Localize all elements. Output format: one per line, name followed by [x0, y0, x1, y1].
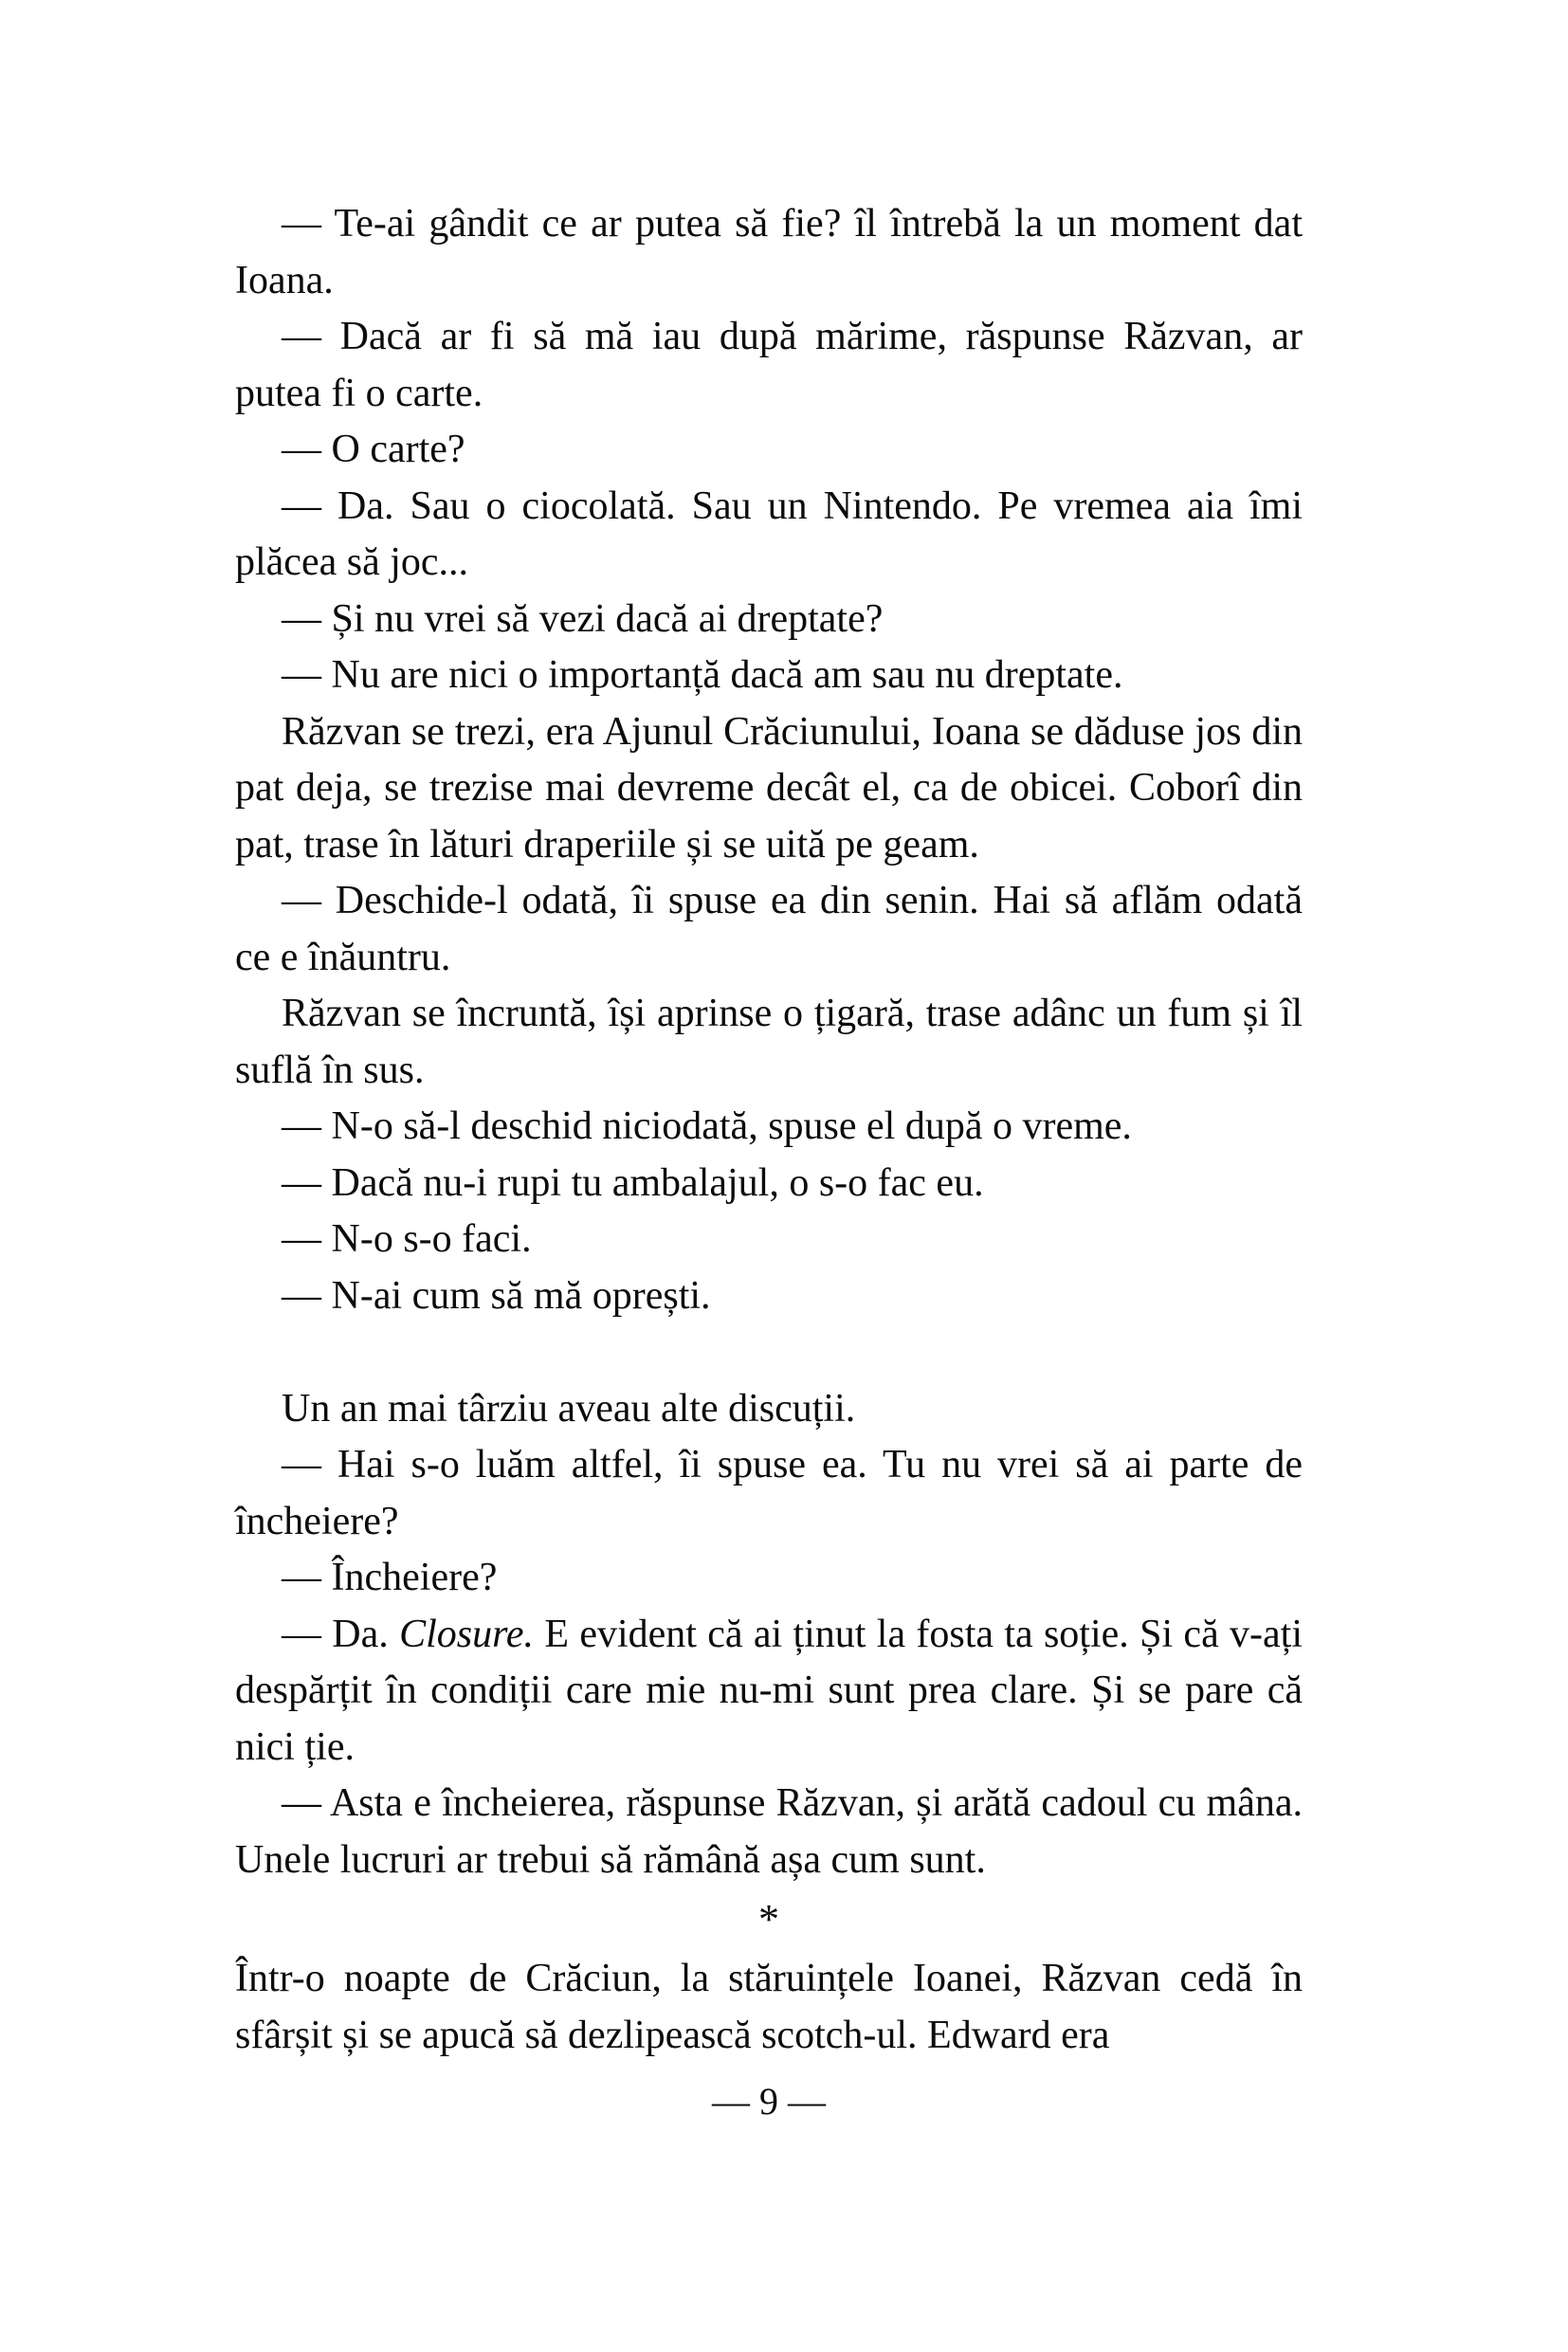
text-segment: — Și nu vrei să vezi dacă ai dreptate? [282, 596, 884, 641]
text-segment: — Nu are nici o importanță dacă am sau nu dreptate. [282, 653, 1123, 697]
paragraph-prose [235, 986, 1303, 1099]
paragraph-prose [235, 1381, 1303, 1438]
text-segment: Într-o noapte de Crăciun, la stăruințele Ioanei, Răzvan cedă în sfârșit și se apucă să dezlipească scotch-ul. Edward era [235, 1957, 1303, 2057]
text-segment: — Dacă nu-i rupi tu ambalajul, o s-o fac eu. [282, 1160, 984, 1205]
paragraph-dialogue [235, 647, 1303, 704]
paragraph-dialogue [235, 196, 1303, 309]
paragraph-dialogue [235, 422, 1303, 479]
text-segment: Răzvan se încruntă, își aprinse o țigară, trase adânc un fum și îl suflă în sus. [235, 992, 1303, 1092]
paragraph-dialogue [235, 1776, 1303, 1888]
text-segment: — N-o să-l deschid niciodată, spuse el după o vreme. [282, 1104, 1132, 1148]
paragraph-dialogue [235, 1268, 1303, 1325]
text-segment: — N-ai cum să mă oprești. [282, 1273, 711, 1318]
page-text-block [235, 196, 1303, 2064]
text-segment: — Deschide-l odată, îi spuse ea din senin. Hai să aflăm odată ce e înăuntru. [235, 879, 1303, 979]
text-segment: Răzvan se trezi, era Ajunul Crăciunului, Ioana se dăduse jos din pat deja, se trezise mai devreme decât el, ca de obicei. Coborî din pat, trase în lături draperiile și se uită pe geam. [235, 709, 1303, 866]
text-segment: — O carte? [282, 428, 465, 471]
text-segment: — Asta e încheierea, răspunse Răzvan, și arătă cadoul cu mâna. Unele lucruri ar trebui să rămână așa cum sunt. [235, 1781, 1303, 1882]
text-segment: — Da. [282, 1612, 400, 1656]
paragraph-dialogue [235, 1156, 1303, 1212]
italic-text-segment: Closure. [399, 1612, 535, 1656]
page-number: — 9 — [712, 2080, 826, 2123]
text-segment: — Dacă ar fi să mă iau după mărime, răspunse Răzvan, ar putea fi o carte. [235, 315, 1303, 415]
text-segment: — Hai s-o luăm altfel, îi spuse ea. Tu nu vrei să ai parte de încheiere? [235, 1443, 1303, 1543]
section-break-asterisk: * [758, 1896, 779, 1942]
paragraph-dialogue [235, 1099, 1303, 1156]
paragraph-dialogue [235, 309, 1303, 422]
text-segment: — Încheiere? [282, 1556, 498, 1599]
paragraph-dialogue [235, 1212, 1303, 1268]
paragraph-prose [235, 1951, 1303, 2064]
paragraph-dialogue [235, 873, 1303, 986]
scene-break-blank-line [235, 1324, 1303, 1381]
text-segment: — N-o s-o faci. [282, 1217, 532, 1261]
text-segment: Un an mai târziu aveau alte discuții. [282, 1386, 856, 1431]
paragraph-dialogue [235, 479, 1303, 592]
paragraph-dialogue [235, 1437, 1303, 1550]
paragraph-prose [235, 704, 1303, 874]
text-segment: — Da. Sau o ciocolată. Sau un Nintendo. Pe vremea aia îmi plăcea să joc... [235, 483, 1303, 584]
page-footer [235, 2073, 1303, 2130]
paragraph-dialogue [235, 1607, 1303, 1777]
text-segment: E evident că ai ținut la fosta ta soție. Și că v-ați despărțit în condiții care mie nu-mi sunt prea clare. Și se pare că nici ție. [235, 1612, 1303, 1769]
text-segment: — Te-ai gândit ce ar putea să fie? îl întrebă la un moment dat Ioana. [235, 202, 1303, 302]
paragraph-dialogue [235, 1550, 1303, 1607]
paragraph-dialogue [235, 592, 1303, 648]
